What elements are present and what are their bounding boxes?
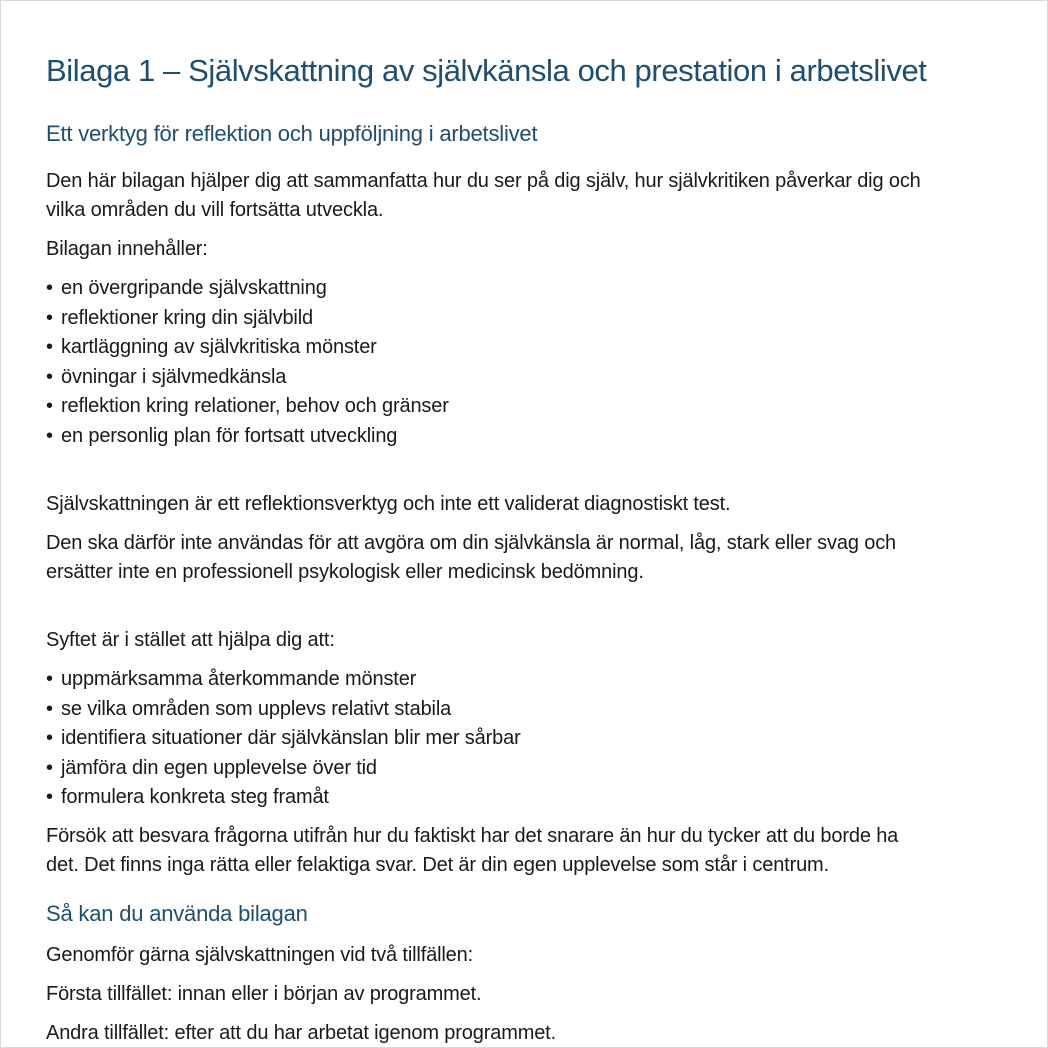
list-item: • reflektion kring relationer, behov och gränser <box>46 392 1036 422</box>
advice-line-2: det. Det finns inga rätta eller felaktiga svar. Det är din egen upplevelse som står i centrum. <box>46 853 829 876</box>
intro-paragraph <box>46 167 1036 225</box>
purpose-label: Syftet är i stället att hjälpa dig att: <box>46 629 335 651</box>
bullet-icon: • <box>46 336 53 358</box>
bullet-icon: • <box>46 668 53 690</box>
purpose-list <box>46 665 1036 813</box>
bullet-icon: • <box>46 365 53 388</box>
list-item: • en personlig plan för fortsatt utveckling <box>46 422 1036 452</box>
list-item: • uppmärksamma återkommande mönster <box>46 665 1036 695</box>
list-item: • se vilka områden som upplevs relativt stabila <box>46 695 1036 725</box>
bullet-icon: • <box>46 277 53 299</box>
contents-list <box>46 274 1036 451</box>
bullet-icon: • <box>46 424 53 447</box>
list-item: • kartläggning av självkritiska mönster <box>46 333 1036 363</box>
disclaimer-line-2: ersätter inte en professionell psykologisk eller medicinsk bedömning. <box>46 561 644 583</box>
first-occasion: Första tillfället: innan eller i början av programmet. <box>46 982 482 1005</box>
disclaimer-paragraph: Självskattningen är ett reflektionsverktyg och inte ett validerat diagnostiskt test. <box>46 493 731 515</box>
intro-line-2: vilka områden du vill fortsätta utveckla. <box>46 199 384 221</box>
bullet-icon: • <box>46 786 53 808</box>
disclaimer-detail-paragraph <box>46 529 1036 587</box>
list-item: • jämföra din egen upplevelse över tid <box>46 754 1036 784</box>
list-item: • reflektioner kring din självbild <box>46 304 1036 334</box>
disclaimer-line-1: Den ska därför inte användas för att avgöra om din självkänsla är normal, låg, stark eller svag och <box>46 532 897 554</box>
list-item: • en övergripande självskattning <box>46 274 1036 304</box>
page-title: Bilaga 1 – Självskattning av självkänsla och prestation i arbetslivet <box>46 53 927 88</box>
bullet-icon: • <box>46 727 53 749</box>
section-subtitle: Ett verktyg för reflektion och uppföljning i arbetslivet <box>46 121 538 146</box>
list-item: • formulera konkreta steg framåt <box>46 783 1036 813</box>
list-item: • identifiera situationer där självkänslan blir mer sårbar <box>46 724 1036 754</box>
contents-label: Bilagan innehåller: <box>46 238 208 260</box>
bullet-icon: • <box>46 697 53 720</box>
advice-line-1: Försök att besvara frågorna utifrån hur du faktiskt har det snarare än hur du tycker att du borde ha <box>46 824 899 847</box>
usage-intro: Genomför gärna självskattningen vid två tillfällen: <box>46 943 474 966</box>
intro-line-1: Den här bilagan hjälper dig att sammanfatta hur du ser på dig själv, hur självkritiken påverkar dig och <box>46 170 921 192</box>
list-item: • övningar i självmedkänsla <box>46 363 1036 393</box>
bullet-icon: • <box>46 756 53 779</box>
usage-heading: Så kan du använda bilagan <box>46 900 308 926</box>
document-content <box>46 52 1036 1048</box>
advice-paragraph <box>46 822 1036 880</box>
bullet-icon: • <box>46 306 53 329</box>
bullet-icon: • <box>46 395 53 417</box>
second-occasion: Andra tillfället: efter att du har arbetat igenom programmet. <box>46 1021 557 1044</box>
